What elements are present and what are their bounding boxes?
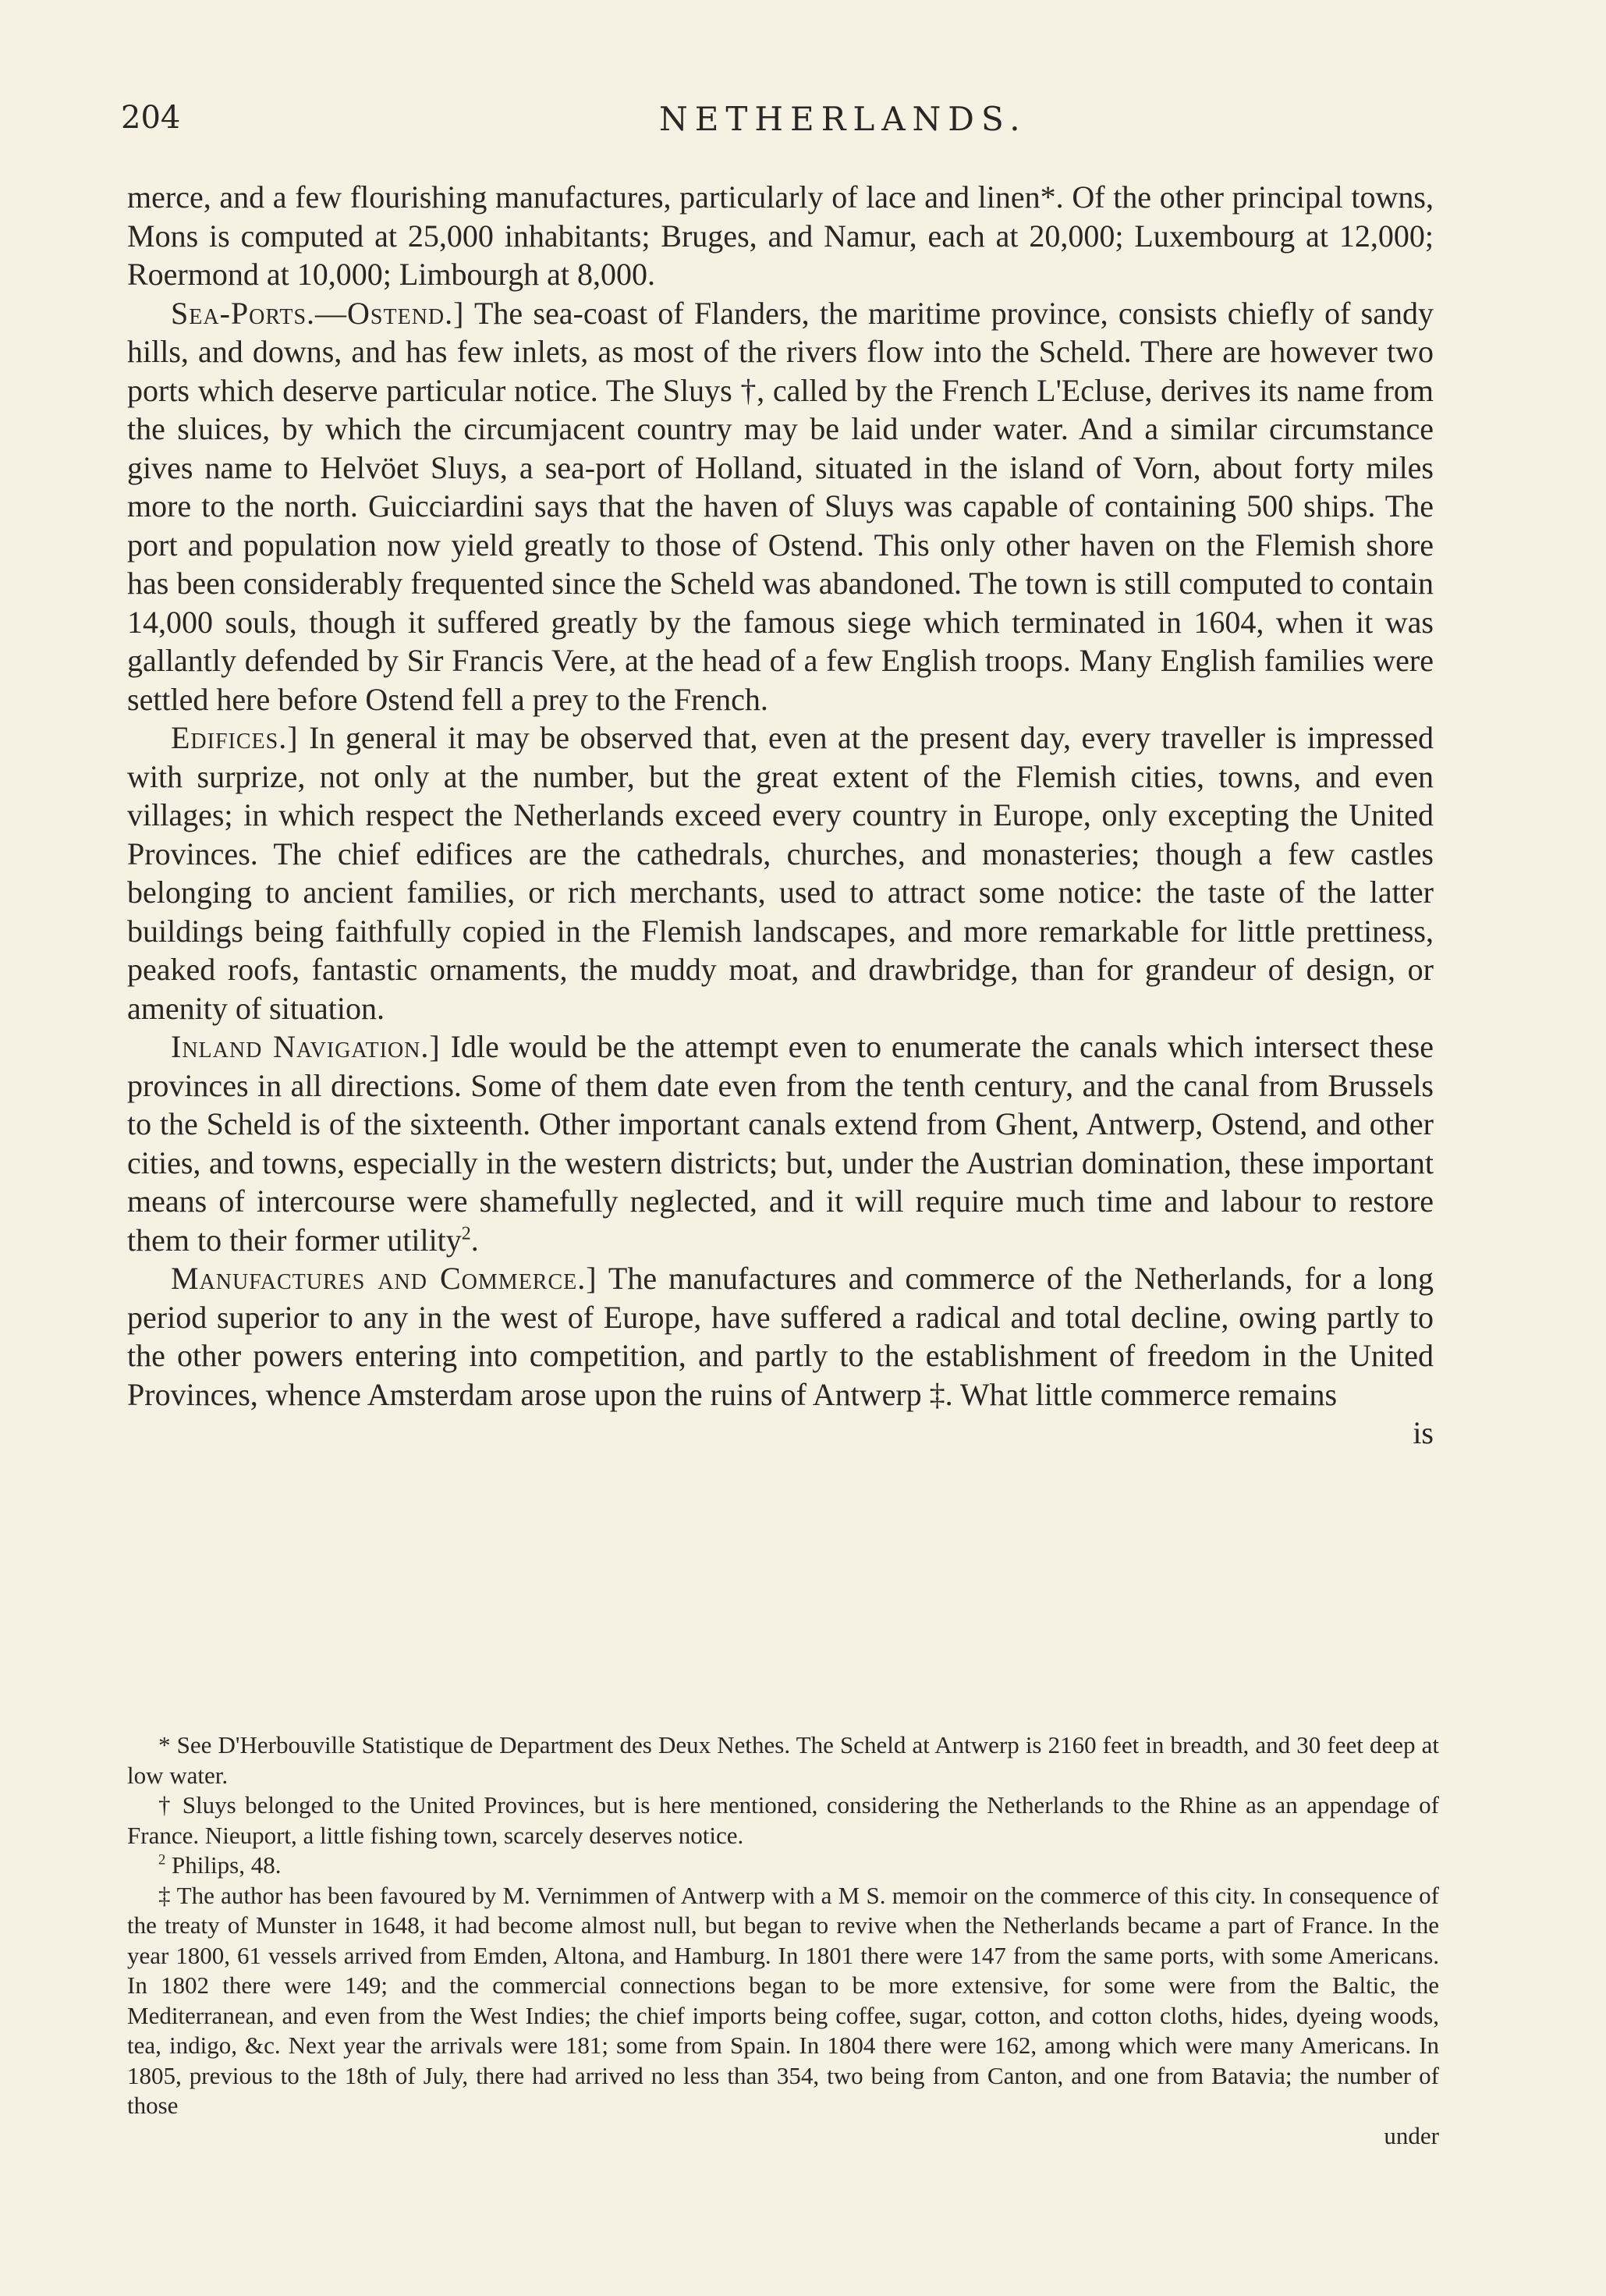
section-heading-manufactures: Manufactures and Commerce.] bbox=[171, 1261, 597, 1296]
paragraph-sea-ports bbox=[127, 294, 1434, 719]
running-title: NETHERLANDS. bbox=[659, 100, 1027, 138]
section-heading-sea-ports: Sea-Ports.—Ostend.] bbox=[171, 295, 465, 331]
page-number: 204 bbox=[121, 100, 181, 136]
paragraph-inland-navigation-end: . bbox=[470, 1222, 479, 1258]
footnote-2-mark: 2 bbox=[158, 1851, 166, 1868]
paragraph-inland-navigation-text: Idle would be the attempt even to enumerate the canals which intersect these provinces in all directions. Some of them date even from the tenth century, and the canal from Brussels to the Scheld is of the sixteenth. Other important canals extend from Ghent, Antwerp, Ostend, and other cities, and towns, especially in the western districts; but, under the Austrian domination, these important means of intercourse were shamefully neglected, and it will require much time and labour to restore them to their former utility bbox=[127, 1029, 1434, 1258]
footnote-asterisk: * See D'Herbouville Statistique de Department des Deux Nethes. The Scheld at Antwerp is 2160 feet in breadth, and 30 feet deep at low water. bbox=[127, 1731, 1439, 1789]
footnote-double-dagger: ‡ The author has been favoured by M. Vernimmen of Antwerp with a M S. memoir on the commerce of this city. In consequence of the treaty of Munster in 1648, it had become almost null, but began to revive when the Netherlands became a part of France. In the year 1800, 61 vessels arrived from Emden, Altona, and Hamburg. In 1801 there were 147 from the same ports, with some Americans. In 1802 there were 149; and the commercial connections began to be more extensive, for some were from the Baltic, the Mediterranean, and even from the West Indies; the chief imports being coffee, sugar, cotton, and cotton cloths, hides, dyeing woods, tea, indigo, &c. Next year the arrivals were 181; some from Spain. In 1804 there were 162, among which were many Americans. In 1805, previous to the 18th of July, there had arrived no less than 354, two being from Canton, and one from Batavia; the number of those bbox=[127, 1881, 1439, 2119]
paragraph-inland-navigation bbox=[127, 1027, 1434, 1259]
paragraph-sea-ports-text: The sea-coast of Flanders, the maritime province, consists chiefly of sandy hills, and downs, and has few inlets, as most of the rivers flow into the Scheld. There are however two ports which deserve particular notice. The Sluys †, called by the French L'Ecluse, derives its name from the sluices, by which the circumjacent country may be laid under water. And a similar circumstance gives name to Helvöet Sluys, a sea-port of Holland, situated in the island of Vorn, about forty miles more to the north. Guicciardini says that the haven of Sluys was capable of containing 500 ships. The port and population now yield greatly to those of Ostend. This only other haven on the Flemish shore has been considerably frequented since the Scheld was abandoned. The town is still computed to contain 14,000 souls, though it suffered greatly by the famous siege which terminated in 1604, when it was gallantly defended by Sir Francis Vere, at the head of a few English troops. Many English families were settled here before Ostend fell a prey to the French. bbox=[127, 295, 1434, 717]
paragraph-manufactures bbox=[127, 1259, 1434, 1414]
paragraph-manufactures-text: The manufactures and commerce of the Netherlands, for a long period superior to any in the west of Europe, have suffered a radical and total decline, owing partly to the other powers entering into competition, and partly to the establishment of freedom in the United Provinces, whence Amsterdam arose upon the ruins of Antwerp ‡. What little commerce remains bbox=[127, 1261, 1434, 1412]
paragraph-edifices bbox=[127, 719, 1434, 1027]
paragraph-edifices-text: In general it may be observed that, even at the present day, every traveller is impressed with surprize, not only at the number, but the great extent of the Flemish cities, towns, and even villages; in which respect the Netherlands exceed every country in Europe, only excepting the United Provinces. The chief edifices are the cathedrals, churches, and monasteries; though a few castles belonging to ancient families, or rich merchants, used to attract some notice: the taste of the latter buildings being faithfully copied in the Flemish landscapes, and more remarkable for little prettiness, peaked roofs, fantastic ornaments, the muddy moat, and drawbridge, than for grandeur of design, or amenity of situation. bbox=[127, 720, 1434, 1026]
footnote-ref-2: 2 bbox=[461, 1223, 471, 1244]
footnote-2 bbox=[127, 1851, 1439, 1881]
footnote-dagger: † Sluys belonged to the United Provinces, but is here mentioned, considering the Netherlands to the Rhine as an appendage of France. Nieuport, a little fishing town, scarcely deserves notice. bbox=[127, 1791, 1439, 1849]
page-header bbox=[121, 100, 1447, 147]
catchword: is bbox=[1413, 1415, 1434, 1450]
footnote-2-text: Philips, 48. bbox=[165, 1851, 282, 1879]
section-heading-edifices: Edifices.] bbox=[171, 720, 299, 755]
section-heading-inland-navigation: Inland Navigation.] bbox=[171, 1029, 441, 1064]
paragraph-towns: merce, and a few flourishing manufactures, particularly of lace and linen*. Of the other principal towns, Mons is computed at 25,000 inhabitants; Bruges, and Namur, each at 20,000; Luxembourg at 12,000; Roermond at 10,000; Limbourgh at 8,000. bbox=[127, 179, 1434, 292]
footnote-catchword: under bbox=[1384, 2121, 1439, 2149]
footnotes bbox=[127, 1730, 1439, 2151]
main-text bbox=[127, 178, 1434, 1453]
